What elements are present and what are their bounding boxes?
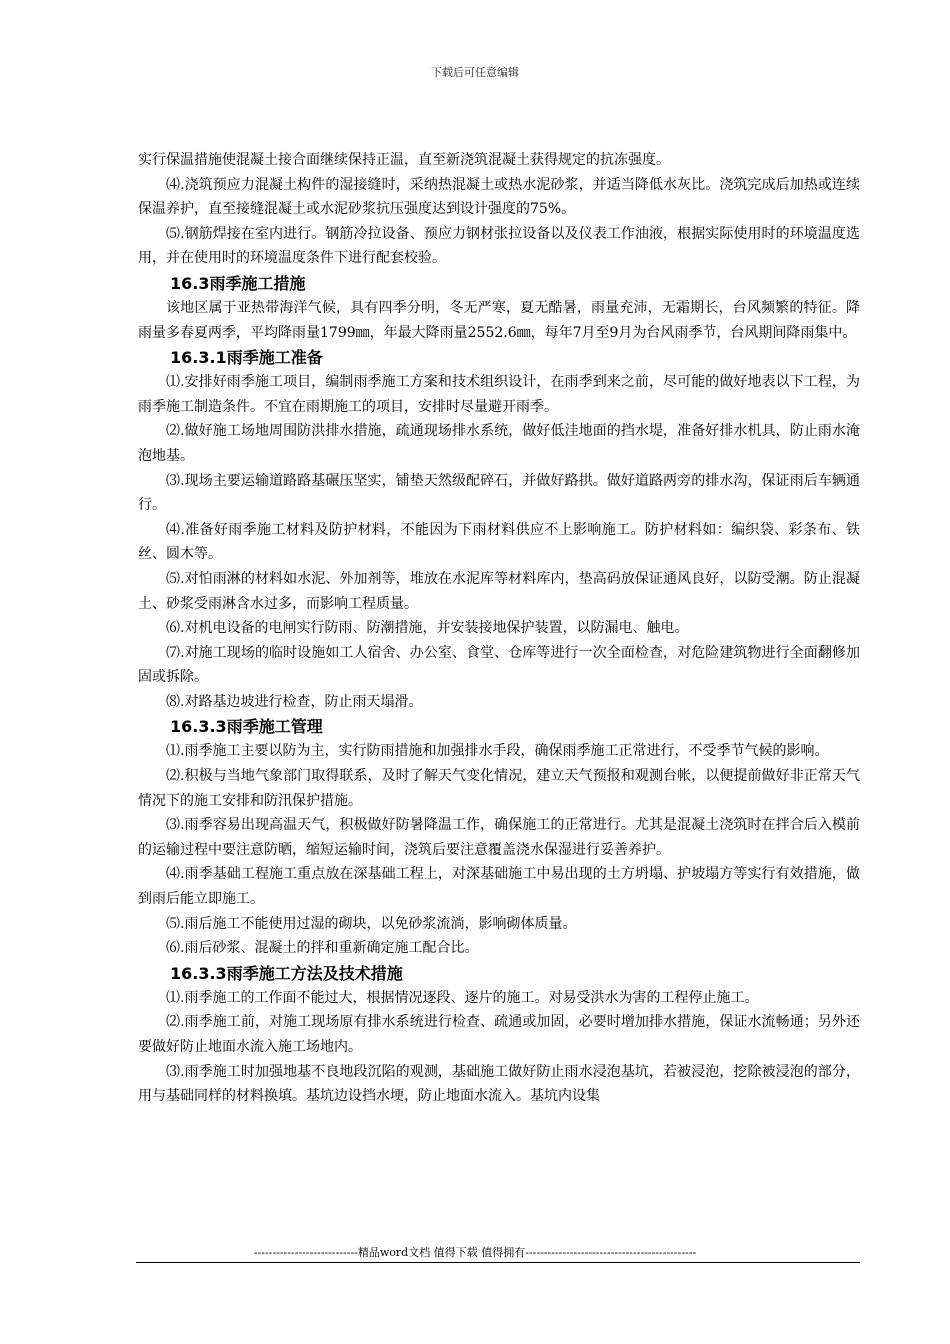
paragraph: 实行保温措施使混凝土接合面继续保持正温，直至新浇筑混凝土获得规定的抗冻强度。 (138, 152, 670, 168)
paragraph: ⑻.对路基边坡进行检查，防止雨天塌滑。 (166, 693, 423, 710)
paragraph: ⑶.雨季施工时加强地基不良地段沉陷的观测，基础施工做好防止雨水浸泡基坑，若被浸泡，挖除被浸泡的部分，用与基础同样的材料换填。基坑边设挡水埂，防止地面水流入。基坑内设集 (138, 1063, 860, 1105)
page-header: 下载后可任意编辑 (431, 66, 519, 79)
paragraph: ⑴.安排好雨季施工项目，编制雨季施工方案和技术组织设计，在雨季到来之前，尽可能的做好地表以下工程，为雨季施工制造条件。不宜在雨期施工的项目，安排时尽量避开雨季。 (138, 374, 860, 415)
section-heading: 16.3.3雨季施工管理 (170, 717, 323, 737)
section-heading: 16.3.3雨季施工方法及技术措施 (170, 963, 403, 983)
paragraph: ⑶.雨季容易出现高温天气，积极做好防暑降温工作，确保施工的正常进行。尤其是混凝土浇筑时在拌合后入模前的运输过程中要注意防晒，缩短运输时间，浇筑后要注意覆盖浇水保湿进行妥善养护。 (138, 817, 860, 858)
section-heading: 16.3.1雨季施工准备 (170, 348, 323, 368)
document-body (138, 148, 860, 1109)
paragraph: ⑹.对机电设备的电闸实行防雨、防潮措施，并安装接地保护装置，以防漏电、触电。 (166, 620, 689, 637)
paragraph: ⑵.积极与当地气象部门取得联系，及时了解天气变化情况，建立天气预报和观测台帐，以便提前做好非正常天气情况下的施工安排和防汛保护措施。 (138, 768, 860, 809)
paragraph: ⑵.雨季施工前，对施工现场原有排水系统进行检查、疏通或加固，必要时增加排水措施，保证水流畅通；另外还要做好防止地面水流入施工场地内。 (138, 1014, 860, 1055)
section-heading: 16.3雨季施工措施 (170, 273, 306, 293)
paragraph: ⑵.做好施工场地周围防洪排水措施，疏通现场排水系统，做好低洼地面的挡水堤，准备好排水机具，防止雨水淹泡地基。 (138, 423, 860, 464)
page-footer: ----------------------------精品word文档 值得下载 值得拥有---------------------------------------------- (253, 1246, 697, 1259)
paragraph: 该地区属于亚热带海洋气候，具有四季分明，冬无严寒，夏无酷暑，雨量充沛，无霜期长，台风频繁的特征。降雨量多春夏两季，平均降雨量1799㎜，年最大降雨量2552.6㎜，每年7月至9月为台风雨季节，台风期间降雨集中。 (138, 299, 860, 341)
paragraph: ⑴.雨季施工的工作面不能过大，根据情况逐段、逐片的施工。对易受洪水为害的工程停止施工。 (166, 989, 759, 1006)
paragraph: ⑷.浇筑预应力混凝土构件的湿接缝时，采纳热混凝土或热水泥砂浆，并适当降低水灰比。浇筑完成后加热或连续保温养护，直至接缝混凝土或水泥砂浆抗压强度达到设计强度的75%。 (138, 176, 860, 218)
paragraph: ⑴.雨季施工主要以防为主，实行防雨措施和加强排水手段，确保雨季施工正常进行，不受季节气候的影响。 (166, 743, 829, 760)
paragraph: ⑷.准备好雨季施工材料及防护材料，不能因为下雨材料供应不上影响施工。防护材料如：编织袋、彩条布、铁丝、圆木等。 (138, 521, 860, 563)
paragraph: ⑷.雨季基础工程施工重点放在深基础工程上，对深基础施工中易出现的土方坍塌、护坡塌方等实行有效措施，做到雨后能立即施工。 (138, 866, 860, 908)
paragraph: ⑹.雨后砂浆、混凝土的拌和重新确定施工配合比。 (166, 940, 479, 957)
paragraph: ⑸.雨后施工不能使用过湿的砌块，以免砂浆流淌，影响砌体质量。 (166, 915, 577, 932)
footer-rule (136, 1262, 860, 1263)
paragraph: ⑺.对施工现场的临时设施如工人宿舍、办公室、食堂、仓库等进行一次全面检查，对危险建筑物进行全面翻修加固或拆除。 (138, 644, 860, 686)
paragraph: ⑸.钢筋焊接在室内进行。钢筋冷拉设备、预应力钢材张拉设备以及仪表工作油液，根据实际使用时的环境温度选用，并在使用时的环境温度条件下进行配套校验。 (138, 225, 860, 267)
paragraph: ⑶.现场主要运输道路路基碾压坚实，铺垫天然级配碎石，并做好路拱。做好道路两旁的排水沟，保证雨后车辆通行。 (138, 472, 860, 514)
paragraph: ⑸.对怕雨淋的材料如水泥、外加剂等，堆放在水泥库等材料库内，垫高码放保证通风良好，以防受潮。防止混凝土、砂浆受雨淋含水过多，而影响工程质量。 (138, 570, 860, 612)
